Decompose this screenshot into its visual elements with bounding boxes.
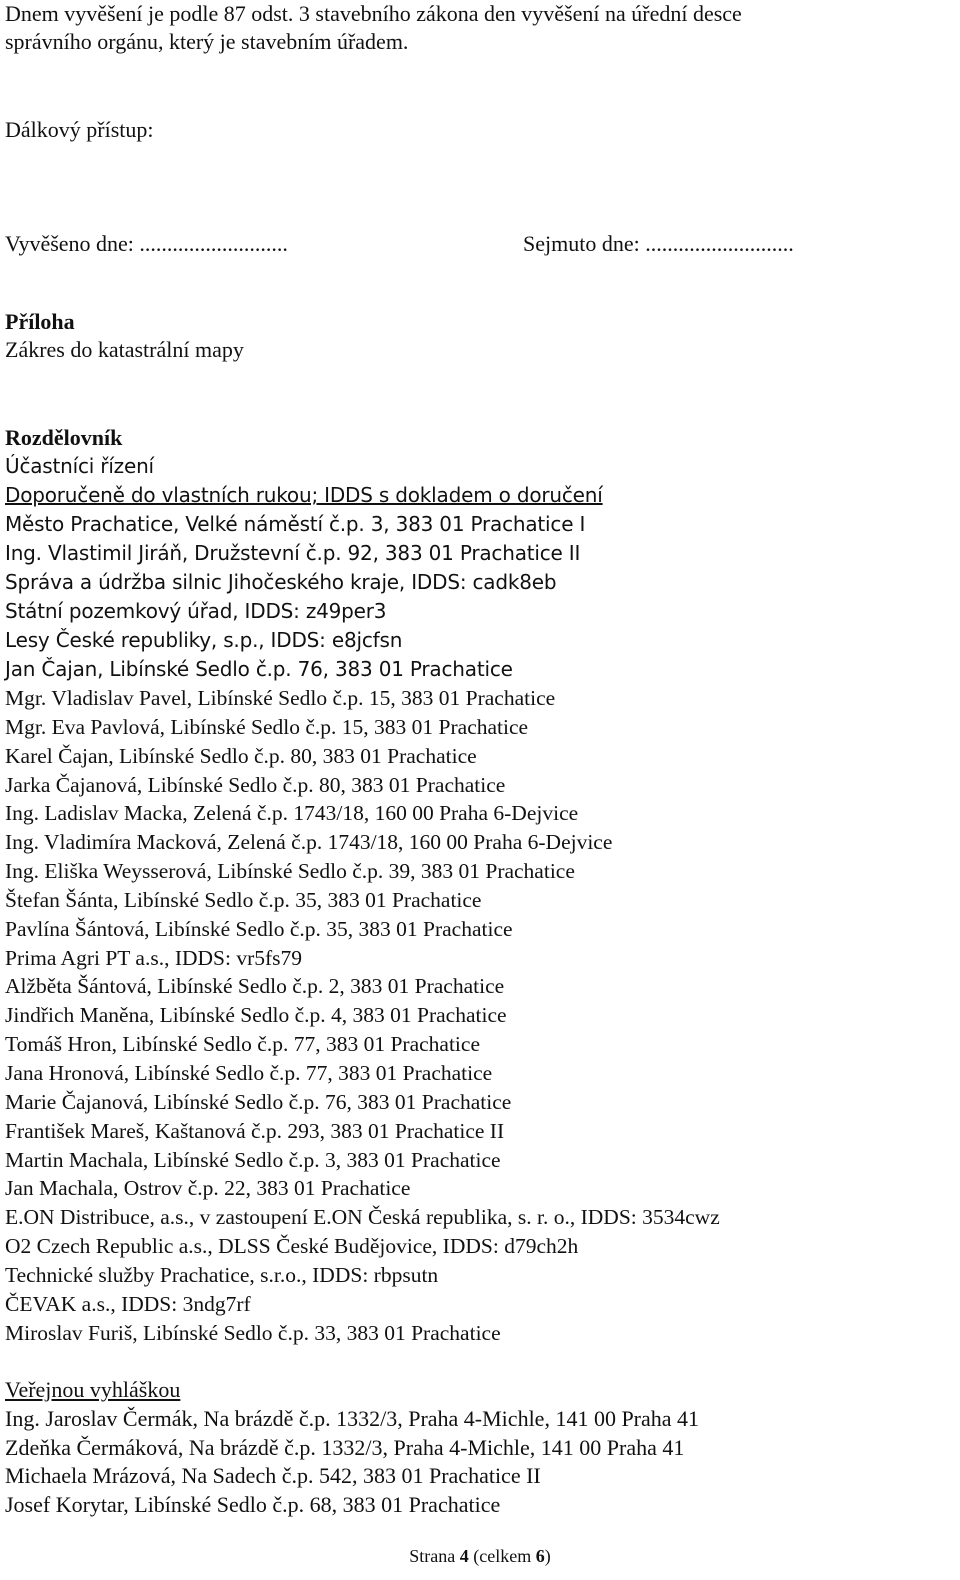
- recipient-row: Martin Machala, Libínské Sedlo č.p. 3, 383 01 Prachatice: [5, 1147, 501, 1172]
- recipient-row: Ing. Ladislav Macka, Zelená č.p. 1743/18, 160 00 Praha 6-Dejvice: [5, 801, 579, 826]
- page-label: Strana: [409, 1546, 456, 1566]
- recipient-row: Jarka Čajanová, Libínské Sedlo č.p. 80, 383 01 Prachatice: [5, 772, 506, 797]
- total-prefix: (celkem: [473, 1546, 532, 1566]
- recipient-row: Jan Čajan, Libínské Sedlo č.p. 76, 383 01 Prachatice: [5, 657, 513, 681]
- recipient-row: Ing. Eliška Weysserová, Libínské Sedlo č.p. 39, 383 01 Prachatice: [5, 859, 575, 884]
- recipient-row: Prima Agri PT a.s., IDDS: vr5fs79: [5, 945, 303, 970]
- recipient-row: Alžběta Šántová, Libínské Sedlo č.p. 2, 383 01 Prachatice: [5, 974, 505, 999]
- recipient-row: František Mareš, Kaštanová č.p. 293, 383 01 Prachatice II: [5, 1118, 505, 1143]
- intro-line-1: Dnem vyvěšení je podle 87 odst. 3 stavebního zákona den vyvěšení na úřední desce: [5, 1, 742, 26]
- removed-date-field: Sejmuto dne: ...........................: [523, 231, 794, 256]
- public-notice-heading: Veřejnou vyhláškou: [5, 1377, 181, 1402]
- recipient-row: Štefan Šánta, Libínské Sedlo č.p. 35, 383 01 Prachatice: [5, 887, 482, 912]
- recipient-row: O2 Czech Republic a.s., DLSS České Budějovice, IDDS: d79ch2h: [5, 1234, 579, 1259]
- recipient-row: Pavlína Šántová, Libínské Sedlo č.p. 35, 383 01 Prachatice: [5, 916, 513, 941]
- posted-date-field: Vyvěšeno dne: ...........................: [5, 231, 288, 256]
- distribution-heading: Rozdělovník: [5, 425, 123, 450]
- participants-subheading: Účastníci řízení: [5, 454, 154, 478]
- recipient-row: Mgr. Vladislav Pavel, Libínské Sedlo č.p. 15, 383 01 Prachatice: [5, 686, 556, 710]
- recipient-row: Jan Machala, Ostrov č.p. 22, 383 01 Prachatice: [5, 1176, 411, 1201]
- recipient-row: Lesy České republiky, s.p., IDDS: e8jcfsn: [5, 628, 403, 652]
- public-notice-row: Josef Korytar, Libínské Sedlo č.p. 68, 383 01 Prachatice: [5, 1492, 501, 1518]
- remote-access-label: Dálkový přístup:: [5, 117, 154, 142]
- public-notice-row: Michaela Mrázová, Na Sadech č.p. 542, 383 01 Prachatice II: [5, 1463, 541, 1489]
- recipient-row: Marie Čajanová, Libínské Sedlo č.p. 76, 383 01 Prachatice: [5, 1089, 512, 1114]
- recipient-row: Jana Hronová, Libínské Sedlo č.p. 77, 383 01 Prachatice: [5, 1060, 493, 1085]
- recipient-row: Ing. Vladimíra Macková, Zelená č.p. 1743/18, 160 00 Praha 6-Dejvice: [5, 830, 613, 855]
- page-footer: [0, 1545, 960, 1567]
- public-notice-row: Ing. Jaroslav Čermák, Na brázdě č.p. 1332/3, Praha 4-Michle, 141 00 Praha 41: [5, 1405, 700, 1431]
- recipient-list: [5, 684, 720, 1347]
- recipient-row: Mgr. Eva Pavlová, Libínské Sedlo č.p. 15, 383 01 Prachatice: [5, 714, 529, 739]
- recipient-row: Státní pozemkový úřad, IDDS: z49per3: [5, 599, 387, 623]
- recipient-row: Jindřich Maněna, Libínské Sedlo č.p. 4, 383 01 Prachatice: [5, 1003, 507, 1028]
- recipient-row: Karel Čajan, Libínské Sedlo č.p. 80, 383 01 Prachatice: [5, 743, 477, 768]
- total-pages: 6: [535, 1546, 545, 1566]
- attachment-heading: Příloha: [5, 309, 75, 334]
- total-suffix: ): [544, 1546, 551, 1566]
- public-notice-row: Zdeňka Čermáková, Na brázdě č.p. 1332/3, Praha 4-Michle, 141 00 Praha 41: [5, 1434, 685, 1460]
- attachment-text: Zákres do katastrální mapy: [5, 337, 244, 362]
- recipient-row: Technické služby Prachatice, s.r.o., IDDS: rbpsutn: [5, 1262, 439, 1287]
- recipient-row: Správa a údržba silnic Jihočeského kraje, IDDS: cadk8eb: [5, 570, 557, 594]
- recipient-row: Ing. Vlastimil Jiráň, Družstevní č.p. 92, 383 01 Prachatice II: [5, 541, 581, 565]
- posting-dates: [5, 230, 955, 258]
- recipient-row: Miroslav Furiš, Libínské Sedlo č.p. 33, 383 01 Prachatice: [5, 1320, 501, 1345]
- intro-line-2: správního orgánu, který je stavebním úřadem.: [5, 29, 409, 54]
- intro-paragraph: [5, 0, 955, 56]
- distribution-section: [5, 424, 720, 1347]
- delivery-note: Doporučeně do vlastních rukou; IDDS s dokladem o doručení: [5, 483, 603, 507]
- attachment-section: [5, 308, 244, 364]
- recipient-row: ČEVAK a.s., IDDS: 3ndg7rf: [5, 1291, 251, 1316]
- recipient-row: Město Prachatice, Velké náměstí č.p. 3, 383 01 Prachatice I: [5, 512, 586, 536]
- page-number: 4: [459, 1546, 469, 1566]
- public-notice-section: [5, 1376, 699, 1520]
- recipient-row: E.ON Distribuce, a.s., v zastoupení E.ON Česká republika, s. r. o., IDDS: 3534cwz: [5, 1205, 720, 1230]
- recipient-row: Tomáš Hron, Libínské Sedlo č.p. 77, 383 01 Prachatice: [5, 1032, 480, 1057]
